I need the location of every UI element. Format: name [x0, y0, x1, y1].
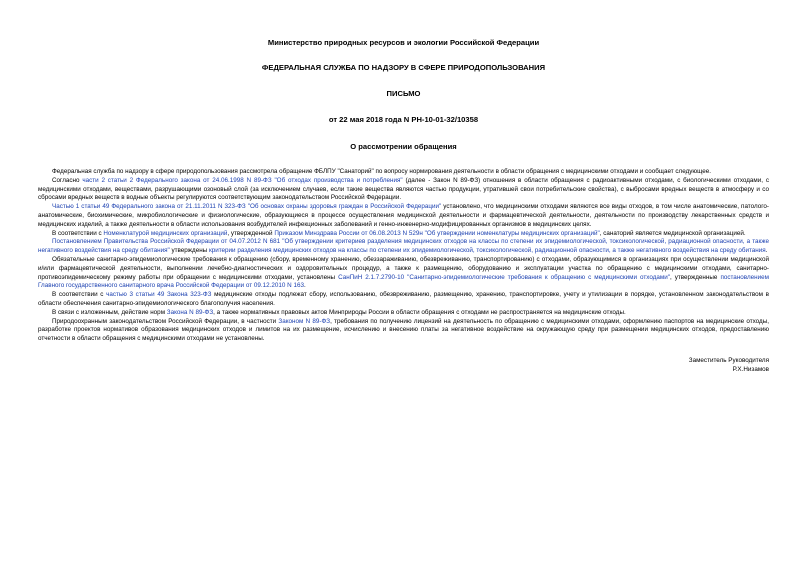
paragraph-text: , утвержденные: [669, 273, 721, 281]
paragraph-9: [38, 318, 769, 344]
paragraph-7: [38, 291, 769, 309]
doc-subject: О рассмотрении обращения: [350, 142, 457, 151]
doc-type: ПИСЬМО: [386, 89, 421, 98]
paragraph-text: В соответствии с: [52, 229, 104, 237]
ministry-title: Министерство природных ресурсов и экологии Российской Федерации: [267, 38, 540, 47]
paragraph-text: В соответствии с: [52, 291, 107, 299]
document-body: [38, 168, 769, 344]
paragraph-text: Обязательные санитарно-эпидемиологические требования к обращению (сбору, временному хранению, обеззараживанию, обезвреживанию, транспортированию) с отходами, образующимися в организациях при осуществлении медицинской и/или фармацевтической деятельности, выполнении лечебно-диагностических и оздоровительных процедур, а также к размещению, оборудованию и эксплуатации участка по обращению с медицинскими отходами, санитарно-противоэпидемическому режиму работы при обращении с медицинскими отходами, установлены: [38, 255, 769, 281]
law-89fz-short-link-2[interactable]: Законом N 89-ФЗ: [278, 317, 331, 325]
resolution-163-link[interactable]: постановлением Главного государственного санитарного врача Российской Федерации от 09.12.2010 N 163: [38, 273, 769, 290]
paragraph-5: [38, 238, 769, 256]
order-529n-link[interactable]: Приказом Минздрава России от 06.08.2013 N 529н "Об утверждении номенклатуры медицинских организаций": [274, 229, 600, 237]
criteria-link[interactable]: критерии разделения медицинских отходов на классы по степени их эпидемиологической, токсикологической, радиационной опасности, а также негативного воздействия на среду обитания: [208, 247, 766, 255]
paragraph-text: (далее - Закон N 89-ФЗ) отношения в области обращения с радиоактивными отходами, с биологическими отходами, с медицинскими отходами, веществами, разрушающими озоновый слой (за исключением случаев, если такие вещества являются частью продукции, утратившей свои потребительские свойства), с выбросами вредных веществ в атмосферу и со сбросами вредных веществ в водные объекты регулируются соответствующим законодательством Российской Федерации.: [38, 176, 769, 202]
paragraph-text: Согласно: [52, 176, 83, 184]
sanpin-link[interactable]: СанПиН 2.1.7.2790-10 "Санитарно-эпидемиологические требования к обращению с медицинскими отходами": [338, 273, 670, 281]
paragraph-3: [38, 203, 769, 229]
law-89fz-link[interactable]: части 2 статьи 2 Федерального закона от 24.06.1998 N 89-ФЗ "Об отходах производства и потребления": [82, 176, 403, 184]
law-323fz-link[interactable]: Частью 1 статьи 49 Федерального закона от 21.11.2011 N 323-ФЗ "Об основах охраны здоровья граждан в Российской Федерации": [52, 203, 442, 211]
paragraph-2: [38, 177, 769, 203]
signature-block: [38, 356, 769, 375]
law-89fz-short-link[interactable]: Закона N 89-ФЗ: [166, 308, 214, 316]
paragraph-text: , санаторий является медицинской организацией.: [599, 229, 746, 237]
nomenclature-link[interactable]: Номенклатурой медицинских организаций: [103, 229, 228, 237]
paragraph-text: В связи с изложенным, действие норм: [52, 308, 167, 316]
signatory-name: Р.Х.Низамов: [732, 366, 769, 374]
paragraph-text: , требования по получению лицензий на деятельность по обращению с медицинскими отходами, оформлению паспортов на медицинские отходы, разработке проектов нормативов образования медицинских отходов и лимитов на их размещение, исчислению и внесению платы за негативное воздействие на окружающую среду при размещении медицинских отходов, предоставлению отчетности в области обращения с медицинскими отходами не установлены.: [38, 317, 769, 343]
paragraph-text: установлено, что медицинскими отходами являются все виды отходов, в том числе анатомические, патолого-анатомические, биохимические, микробиологические и физиологические, образующиеся в процессе осуществления медицинской деятельности и фармацевтической деятельности, деятельности по производству лекарственных средств и медицинских изделий, а также деятельности в области использования возбудителей инфекционных заболеваний и генно-инженерно-модифицированных организмов в медицинских целях.: [38, 203, 769, 228]
doc-date-number: от 22 мая 2018 года N РН-10-01-32/10358: [328, 115, 479, 124]
paragraph-text: Природоохранным законодательством Российской Федерации, в частности: [52, 317, 279, 325]
resolution-681-link[interactable]: Постановлением Правительства Российской Федерации от 04.07.2012 N 681 "Об утверждении критериев разделения медицинских отходов на классы по степени их эпидемиологической, токсикологической, радиационной опасности, а также негативного воздействия на среду обитания": [38, 238, 769, 255]
paragraph-text: , утвержденной: [227, 229, 275, 237]
paragraph-1: [38, 168, 769, 177]
paragraph-6: [38, 256, 769, 291]
paragraph-text: .: [765, 247, 768, 255]
paragraph-8: [38, 309, 769, 318]
paragraph-text: утверждены: [169, 247, 209, 255]
paragraph-text: .: [303, 282, 306, 290]
paragraph-text: медицинские отходы подлежат сбору, использованию, обезвреживанию, размещению, хранению, транспортировке, учету и утилизации в порядке, установленном законодательством в области обеспечения санитарно-эпидемиологического благополучия населения.: [38, 291, 769, 307]
signatory-position: Заместитель Руководителя: [688, 356, 769, 364]
paragraph-text: , а также нормативных правовых актов Минприроды России в области обращения с отходами не распространяется на медицинские отходы.: [213, 308, 626, 316]
service-title: ФЕДЕРАЛЬНАЯ СЛУЖБА ПО НАДЗОРУ В СФЕРЕ ПРИРОДОПОЛЬЗОВАНИЯ: [261, 63, 546, 72]
article-49-part-3-link[interactable]: частью 3 статьи 49 Закона 323-ФЗ: [106, 291, 212, 299]
paragraph-text: Федеральная служба по надзору в сфере природопользования рассмотрела обращение ФБЛПУ "Санаторий" по вопросу нормирования деятельности в области обращения с медицинскими отходами и сообщает следующее.: [52, 168, 712, 175]
